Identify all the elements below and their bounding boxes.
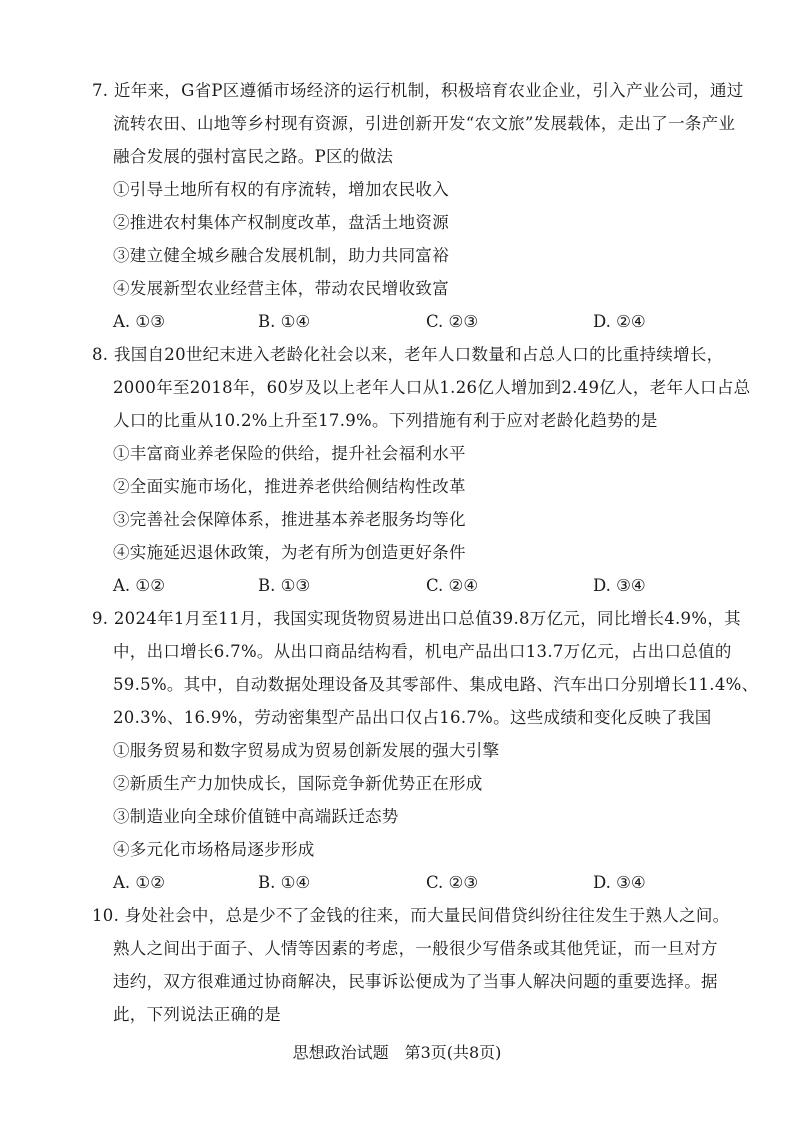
question-9-stem-line-1: 9. 2024年1月至11月，我国实现货物贸易进出口总值39.8万亿元，同比增长4.9%，其 (92, 609, 741, 628)
question-8-item-3: ③完善社会保障体系，推进基本养老服务均等化 (113, 510, 466, 529)
question-9-option-a: A. ①② (113, 873, 165, 892)
question-9-item-3: ③制造业向全球价值链中高端跃迁态势 (113, 807, 399, 826)
question-8-option-d: D. ③④ (593, 576, 646, 595)
question-7-option-c: C. ②③ (426, 312, 479, 331)
question-8-option-c: C. ②④ (426, 576, 479, 595)
question-7-item-3: ③建立健全城乡融合发展机制，助力共同富裕 (113, 246, 449, 265)
question-10-stem-line-1: 10. 身处社会中，总是少不了金钱的往来，而大量民间借贷纠纷往往发生于熟人之间。 (92, 906, 730, 925)
question-7-item-2: ②推进农村集体产权制度改革，盘活土地资源 (113, 213, 449, 232)
question-8-option-a: A. ①② (113, 576, 165, 595)
question-9-item-2: ②新质生产力加快成长，国际竞争新优势正在形成 (113, 774, 483, 793)
question-9-item-1: ①服务贸易和数字贸易成为贸易创新发展的强大引擎 (113, 741, 500, 760)
page-footer: 思想政治试题 第3页(共8页) (292, 1043, 502, 1062)
question-8-item-1: ①丰富商业养老保险的供给，提升社会福利水平 (113, 444, 466, 463)
question-9-stem-line-4: 20.3%、16.9%，劳动密集型产品出口仅占16.7%。这些成绩和变化反映了我国 (113, 708, 712, 727)
question-7-stem-line-3: 融合发展的强村富民之路。P区的做法 (113, 147, 394, 166)
question-7-item-1: ①引导土地所有权的有序流转，增加农民收入 (113, 180, 449, 199)
question-7-item-4: ④发展新型农业经营主体，带动农民增收致富 (113, 279, 449, 298)
question-7-option-b: B. ①④ (258, 312, 311, 331)
question-9-options (113, 872, 713, 894)
question-9-item-4: ④多元化市场格局逐步形成 (113, 840, 315, 859)
question-10-stem-line-4: 此，下列说法正确的是 (113, 1005, 281, 1024)
question-8-stem-line-3: 人口的比重从10.2%上升至17.9%。下列措施有利于应对老龄化趋势的是 (113, 411, 658, 430)
question-9-option-d: D. ③④ (593, 873, 646, 892)
question-7-option-d: D. ②④ (593, 312, 646, 331)
question-7-option-a: A. ①③ (113, 312, 165, 331)
question-9-option-c: C. ②③ (426, 873, 479, 892)
question-8-option-b: B. ①③ (258, 576, 311, 595)
question-7-options (113, 311, 713, 333)
question-8-stem-line-1: 8. 我国自20世纪末进入老龄化社会以来，老年人口数量和占总人口的比重持续增长， (92, 345, 724, 364)
question-9-stem-line-3: 59.5%。其中，自动数据处理设备及其零部件、集成电路、汽车出口分别增长11.4%、 (113, 675, 759, 694)
question-10-stem-line-2: 熟人之间出于面子、人情等因素的考虑，一般很少写借条或其他凭证，而一旦对方 (113, 939, 718, 958)
question-8-stem-line-2: 2000年至2018年，60岁及以上老年人口从1.26亿人增加到2.49亿人，老年人口占总 (113, 378, 751, 397)
question-7-stem-line-1: 7. 近年来，G省P区遵循市场经济的运行机制，积极培育农业企业，引入产业公司，通过 (92, 81, 744, 100)
question-9-stem-line-2: 中，出口增长6.7%。从出口商品结构看，机电产品出口13.7万亿元，占出口总值的 (113, 642, 732, 661)
question-8-item-2: ②全面实施市场化，推进养老供给侧结构性改革 (113, 477, 466, 496)
question-8-item-4: ④实施延迟退休政策，为老有所为创造更好条件 (113, 543, 466, 562)
question-9-option-b: B. ①④ (258, 873, 311, 892)
question-10-stem-line-3: 违约，双方很难通过协商解决，民事诉讼便成为了当事人解决问题的重要选择。据 (113, 972, 718, 991)
question-8-options (113, 575, 713, 597)
question-7-stem-line-2: 流转农田、山地等乡村现有资源，引进创新开发“农文旅”发展载体，走出了一条产业 (113, 114, 736, 133)
